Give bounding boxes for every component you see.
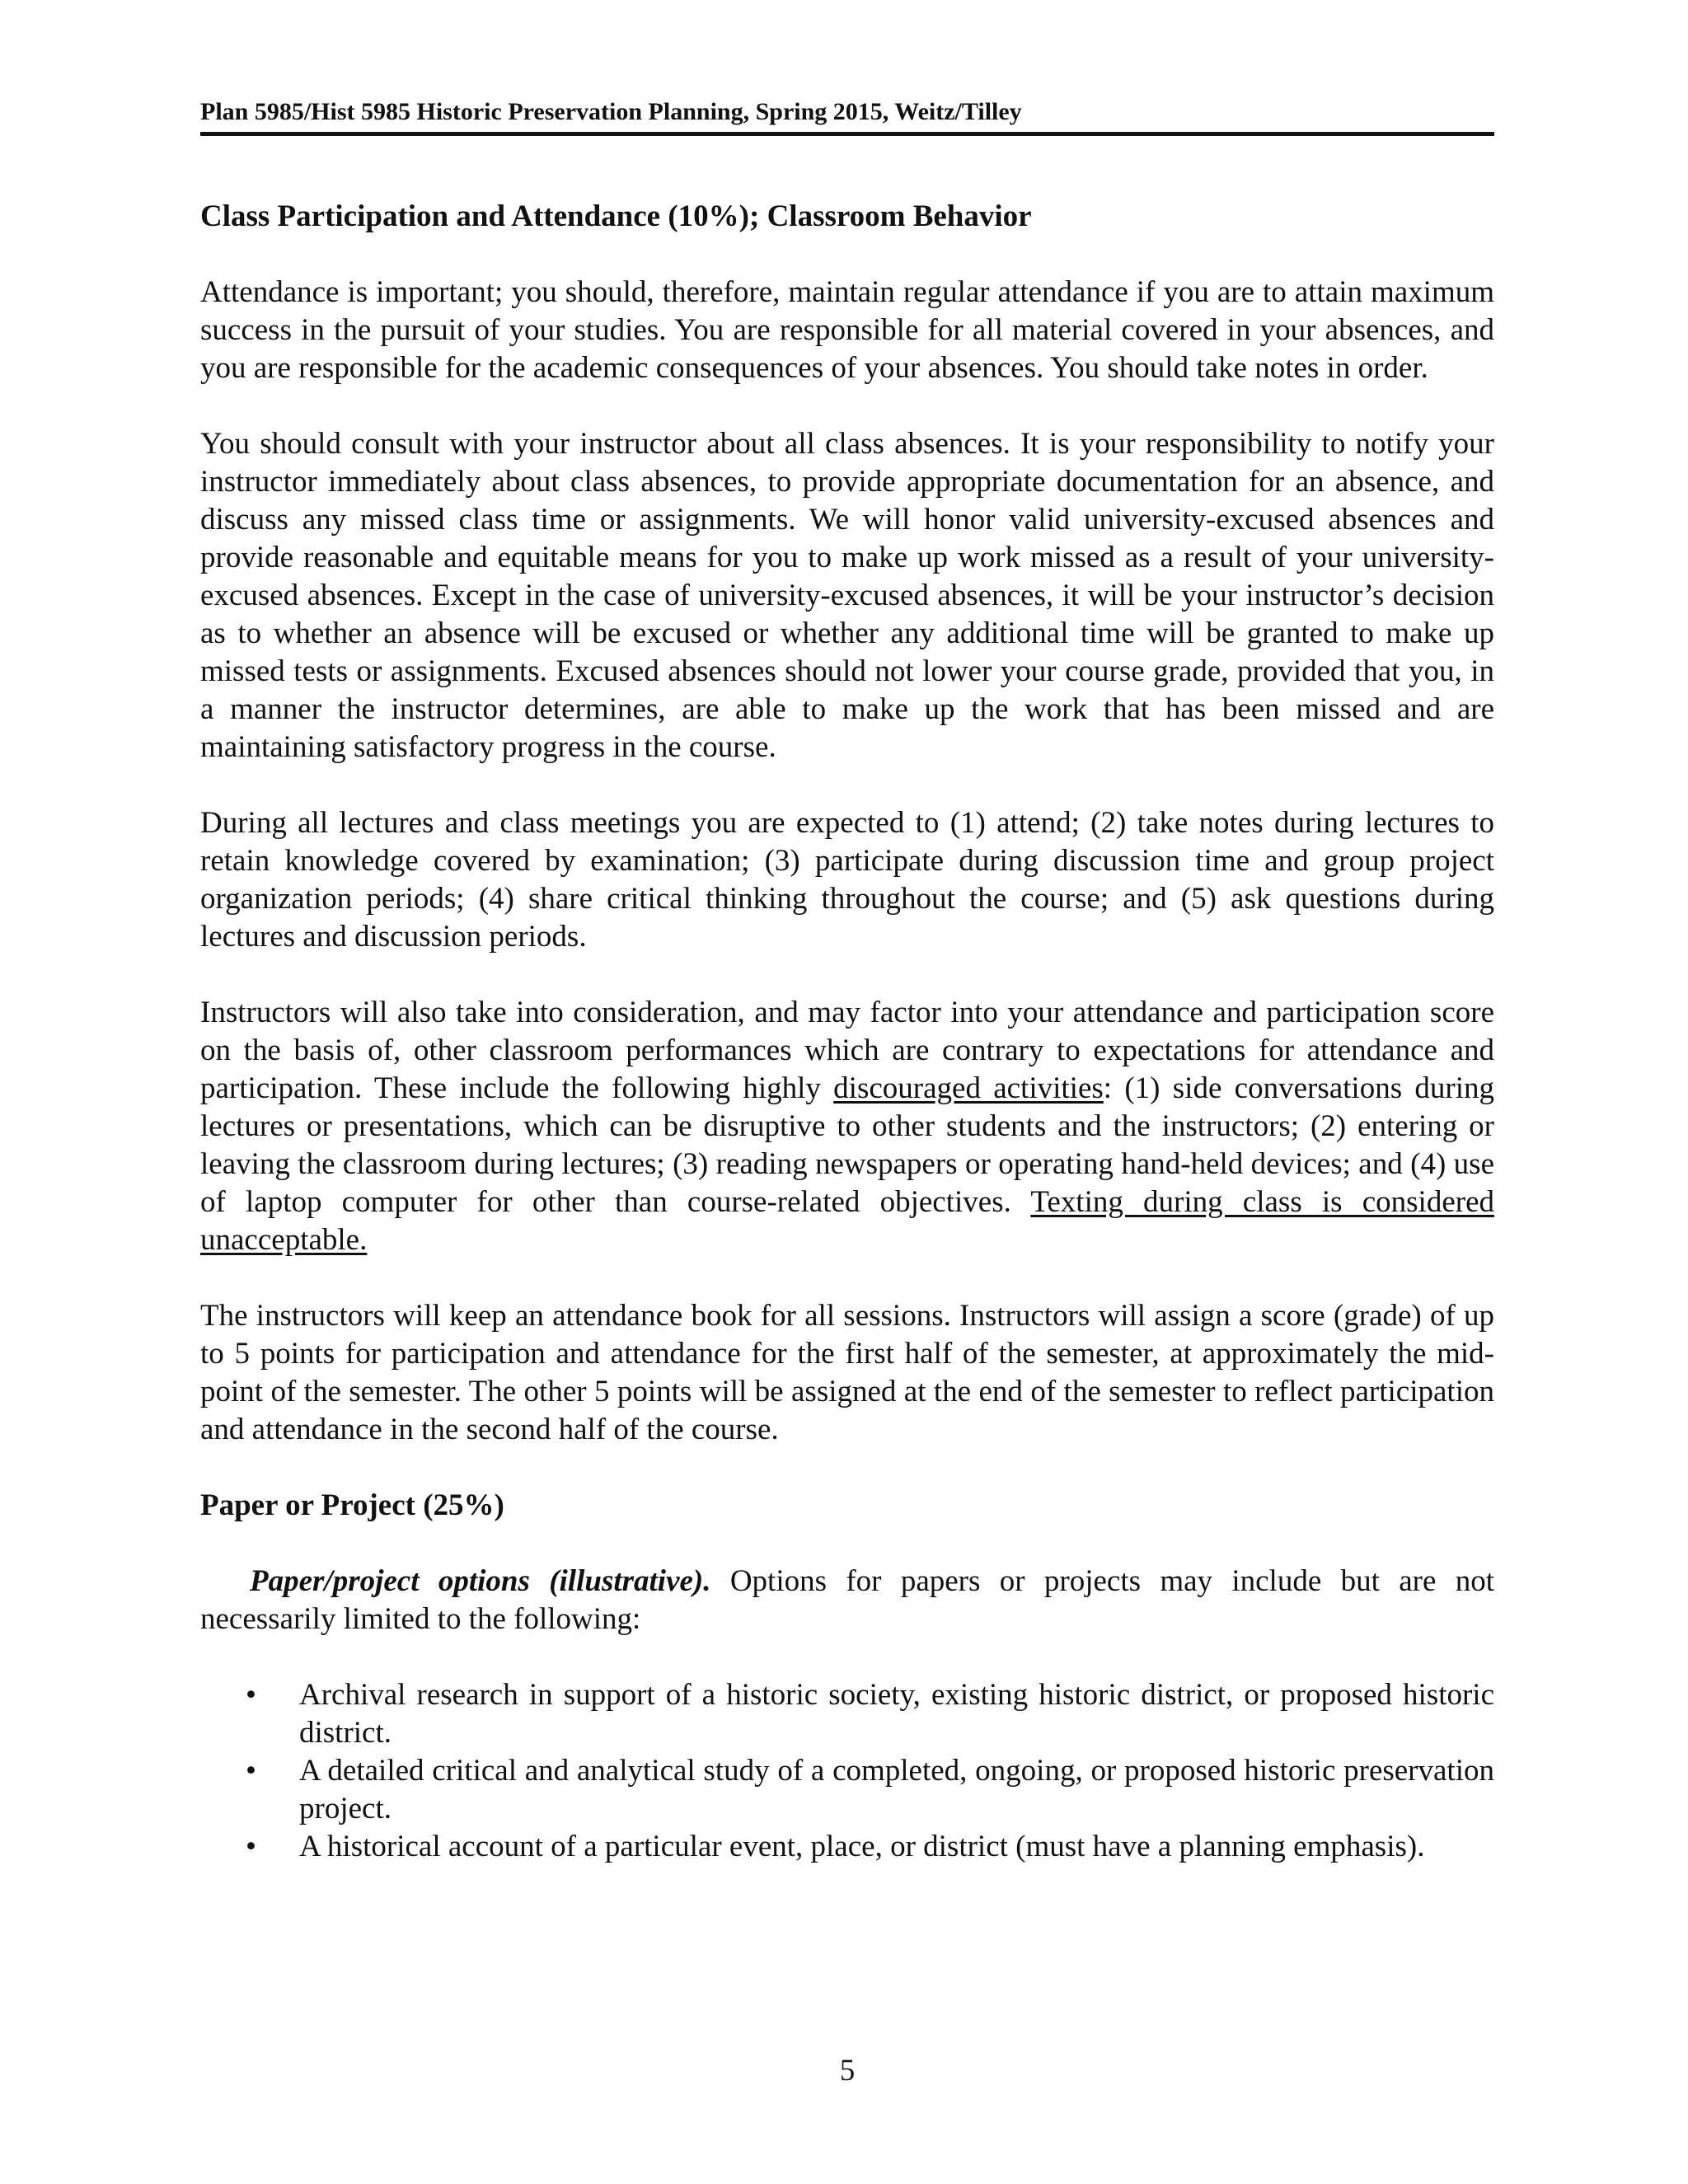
list-item-text: A historical account of a particular event, place, or district (must have a planning emphasis). — [299, 1830, 1425, 1863]
behavior-text-a: Instructors will also take into consideration, and may factor into your attendance and participation score on the basis of, other classroom performances which are contrary to expectations for attendance and participation. These include the following highly — [200, 996, 1494, 1105]
paragraph-absences: You should consult with your instructor about all class absences. It is your responsibility to notify your instructor immediately about class absences, to provide appropriate documentation for an absence, and discuss any missed class time or assignments. We will honor valid university-excused absences and provide reasonable and equitable means for you to make up work missed as a result of your university-excused absences. Except in the case of university-excused absences, it will be your instructor’s decision as to whether an absence will be excused or whether any additional time will be granted to make up missed tests or assignments. Excused absences should not lower your course grade, provided that you, in a manner the instructor determines, are able to make up the work that has been missed and are maintaining satisfactory progress in the course. — [200, 427, 1494, 764]
section-heading-paper-project: Paper or Project (25%) — [200, 1488, 504, 1522]
list-item-text: A detailed critical and analytical study of a completed, ongoing, or proposed historic preservation project. — [299, 1754, 1494, 1825]
paper-options-label: Paper/project options (illustrative). — [250, 1564, 711, 1598]
paper-options-intro-text: Options for papers or projects may include but are not necessarily limited to the following: — [200, 1564, 1494, 1636]
section-heading-participation: Class Participation and Attendance (10%); Classroom Behavior — [200, 199, 1032, 233]
texting-unacceptable-underlined: Texting during class is considered unacceptable. — [200, 1185, 1494, 1257]
bullet-icon: • — [246, 1754, 256, 1788]
list-item-text: Archival research in support of a historic society, existing historic district, or proposed historic district. — [299, 1678, 1494, 1750]
behavior-text-b: : (1) side conversations during lectures or presentations, which can be disruptive to other students and the instructors; (2) entering or leaving the classroom during lectures; (3) reading newspapers or operating hand-held devices; and (4) use of laptop computer for other than course-related objectives. — [200, 1071, 1494, 1219]
document-page — [200, 0, 1494, 2184]
paragraph-paper-options-intro — [200, 1563, 1494, 1638]
page-content — [200, 198, 1494, 1866]
page-number: 5 — [839, 2054, 856, 2088]
paragraph-attendance-book: The instructors will keep an attendance book for all sessions. Instructors will assign a score (grade) of up to 5 points for participation and attendance for the first half of the semester, at approximately the mid-point of the semester. The other 5 points will be assigned at the end of the semester to reflect participation and attendance in the second half of the course. — [200, 1299, 1494, 1446]
list-item — [200, 1752, 1494, 1828]
paragraph-classroom-behavior — [200, 994, 1494, 1259]
running-header: Plan 5985/Hist 5985 Historic Preservation Planning, Spring 2015, Weitz/Tilley — [200, 97, 1494, 136]
list-item — [200, 1828, 1494, 1866]
paragraph-attendance: Attendance is important; you should, therefore, maintain regular attendance if you are to attain maximum success in the pursuit of your studies. You are responsible for all material covered in your absences, and you are responsible for the academic consequences of your absences. You should take notes in order. — [200, 275, 1494, 385]
paragraph-expectations: During all lectures and class meetings you are expected to (1) attend; (2) take notes during lectures to retain knowledge covered by examination; (3) participate during discussion time and group project organization periods; (4) share critical thinking throughout the course; and (5) ask questions during lectures and discussion periods. — [200, 806, 1494, 954]
discouraged-activities-underlined: discouraged activities — [833, 1071, 1104, 1105]
paper-options-list — [200, 1676, 1494, 1866]
list-item — [200, 1676, 1494, 1752]
bullet-icon: • — [246, 1830, 256, 1863]
bullet-icon: • — [246, 1678, 256, 1712]
